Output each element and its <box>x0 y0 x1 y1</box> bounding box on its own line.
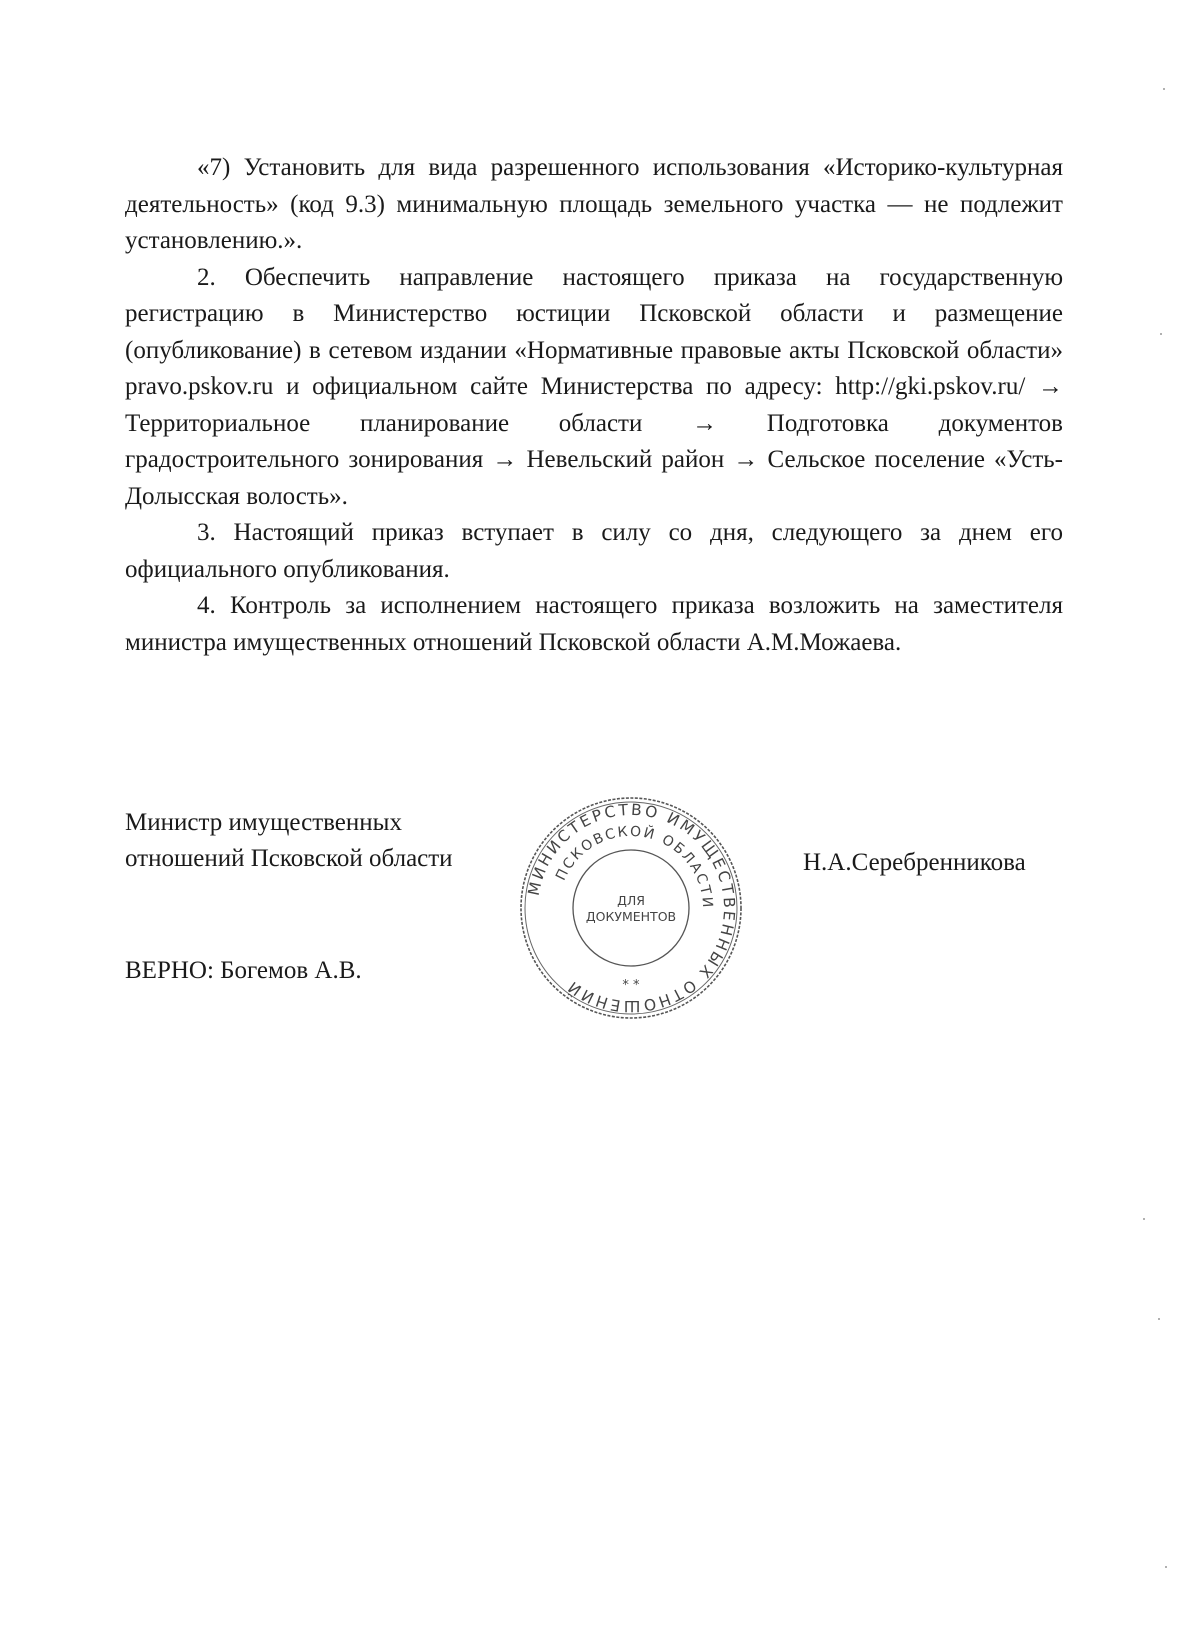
signatory-name: Н.А.Серебренникова <box>803 849 1026 876</box>
official-seal-icon <box>516 793 746 1023</box>
scan-speck <box>1143 1218 1145 1220</box>
signatory-title-line-1: Министр имущественных <box>125 809 402 836</box>
scan-speck <box>1160 333 1162 335</box>
paragraph-2-registration: 2. Обеспечить направление настоящего приказа на государственную регистрацию в Министерство юстиции Псковской области и размещение (опубликование) в сетевом издании «Нормативные правовые акты Псковской области» pravo.pskov.ru и официальном сайте Министерства по адресу: http://gki.pskov.ru/ → Территориальное планирование области → Подготовка документов градостроительного зонирования → Невельский район → Сельское поселение «Усть-Долысская волость». <box>125 263 1063 510</box>
seal-center-line-1: ДЛЯ <box>617 893 645 908</box>
paragraph-item-7: «7) Установить для вида разрешенного использования «Историко-культурная деятельность» (код 9.3) минимальную площадь земельного участка — не подлежит установлению.». <box>125 154 1063 254</box>
seal-inner-ring-text: ПСКОВСКОЙ ОБЛАСТИ <box>553 823 716 910</box>
document-body <box>125 150 1063 661</box>
paragraph-4-control: 4. Контроль за исполнением настоящего приказа возложить на заместителя министра имущественных отношений Псковской области А.М.Можаева. <box>125 592 1063 656</box>
signatory-title <box>125 805 453 877</box>
certification-line: ВЕРНО: Богемов А.В. <box>125 957 362 984</box>
scan-speck <box>1163 88 1165 90</box>
seal-stars: * * <box>622 978 640 993</box>
seal-outer-ring-text: МИНИСТЕРСТВО ИМУЩЕСТВЕННЫХ ОТНОШЕНИЙ <box>524 800 739 1016</box>
scan-speck <box>1165 1566 1167 1568</box>
seal-center-line-2: ДОКУМЕНТОВ <box>585 909 677 924</box>
scan-speck <box>1158 1318 1160 1320</box>
signatory-title-line-2: отношений Псковской области <box>125 845 453 872</box>
paragraph-3-effective-date: 3. Настоящий приказ вступает в силу со дня, следующего за днем его официального опубликования. <box>125 519 1063 583</box>
